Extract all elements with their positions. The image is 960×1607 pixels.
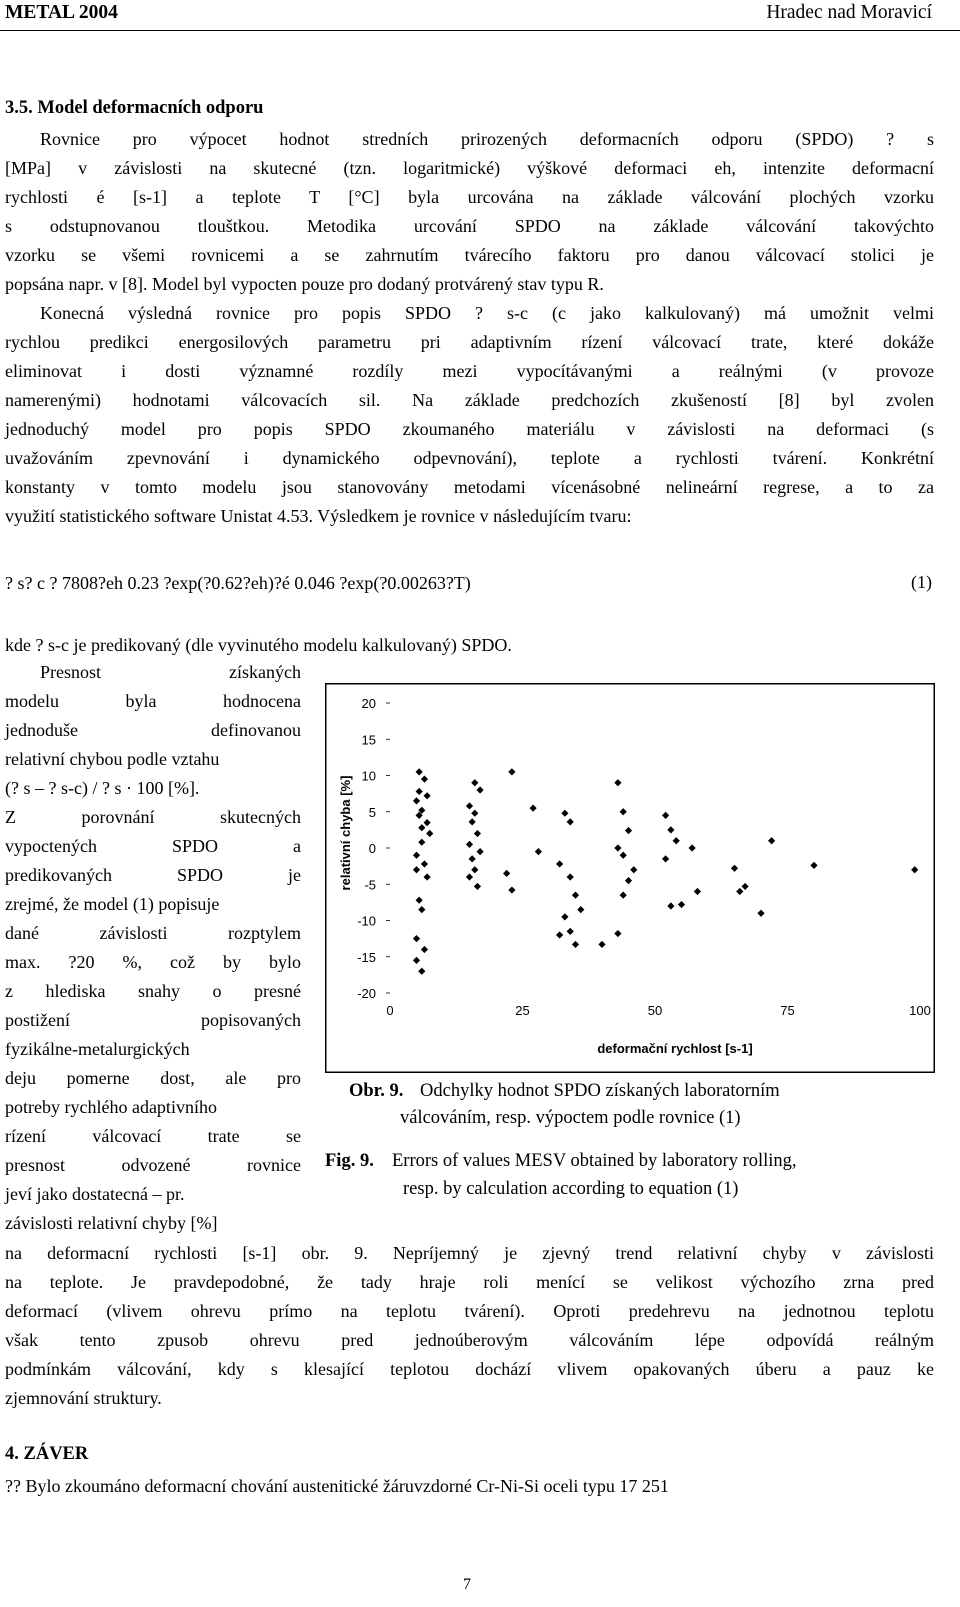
para1-line: popsána napr. v [8]. Model byl vypocten pouze pro dodaný protvárený stav typu R. — [5, 274, 604, 294]
side-line: deju pomerne dost, ale pro — [5, 1068, 301, 1088]
side-line: presnost odvozené rovnice — [5, 1155, 301, 1175]
para1-line: rychlosti é [s-1] a teplote T [°C] byla urcována na základe válcování plochých vzorku — [5, 187, 934, 207]
para3-line: podmínkám válcování, kdy s klesající teplotou dochází vlivem opakovaných úberu a pauz ke — [5, 1359, 934, 1379]
side-line: fyzikálne-metalurgických — [5, 1039, 190, 1059]
x-tick-label: 75 — [780, 1003, 795, 1018]
para3-line: deformací (vlivem ohrevu prímo na teplotu tvárení). Oproti predehrevu na jednotnou teplotu — [5, 1301, 934, 1321]
caption-cz-line2: válcováním, resp. výpoctem podle rovnice (1) — [400, 1108, 741, 1128]
side-line: vypoctených SPDO a — [5, 836, 301, 856]
para2-line: jednoduchý model pro popis SPDO zkoumaného materiálu v závislosti na deformaci (s — [5, 419, 934, 439]
para1-line: [MPa] v závislosti na skutecné (tzn. logaritmické) výškové deformaci eh, intenzite deformacní — [5, 158, 934, 178]
figure-scatter-chart — [325, 683, 935, 1073]
equation: ? s? c ? 7808?eh 0.23 ?exp(?0.62?eh)?é 0.046 ?exp(?0.00263?T) — [5, 573, 471, 593]
para2-line: uvažováním zpevnování i dynamického odpevnování), teplote a rychlosti tvárení. Konkrétní — [5, 448, 934, 468]
para2-line: eliminovat i dosti významné rozdíly mezi vypocítávanými a reálnými (v provoze — [5, 361, 934, 381]
y-tick-label: -10 — [357, 913, 376, 929]
side-line: predikovaných SPDO je — [5, 865, 301, 885]
page-number: 7 — [463, 1576, 471, 1593]
caption-cz-label: Obr. 9. — [349, 1081, 404, 1101]
y-tick-label: 0 — [368, 841, 376, 856]
side-line: postižení popisovaných — [5, 1010, 301, 1030]
side-line: Presnost získaných — [40, 662, 301, 682]
para2-line: konstanty v tomto modelu jsou stanovovány metodami vícenásobné nelineární regrese, a to za — [5, 477, 934, 497]
y-axis-label: relativní chyba [%] — [338, 775, 353, 891]
x-tick-label: 25 — [515, 1003, 530, 1018]
para3-line: na teplote. Je pravdepodobné, že tady hraje roli menící se velikost výchozího zrna pred — [5, 1272, 934, 1292]
side-line: jeví jako dostatecná – pr. — [5, 1184, 185, 1204]
side-line: zrejmé, že model (1) popisuje — [5, 894, 220, 914]
side-line: jednoduše definovanou — [5, 720, 301, 740]
para1-line: s odstupnovanou tlouštkou. Metodika urcování SPDO na základe válcování takovýchto — [5, 216, 934, 236]
x-tick-label: 100 — [909, 1003, 931, 1018]
kde-line: kde ? s-c je predikovaný (dle vyvinutého modelu kalkulovaný) SPDO. — [5, 635, 512, 655]
caption-cz-line1: Odchylky hodnot SPDO získaných laboratorním — [420, 1081, 780, 1101]
side-line: modelu byla hodnocena — [5, 691, 301, 711]
header-left: METAL 2004 — [5, 2, 118, 23]
caption-en-line2: resp. by calculation according to equation (1) — [403, 1179, 739, 1199]
header-rule — [0, 30, 960, 31]
para1-line: Rovnice pro výpocet hodnot stredních prirozených deformacních odporu (SPDO) ? s — [40, 129, 934, 149]
caption-en-line1: Errors of values MESV obtained by laboratory rolling, — [392, 1151, 797, 1171]
section4-heading: 4. ZÁVER — [5, 1444, 89, 1464]
para3-line: však tento zpusob ohrevu pred jednoúberovým válcováním lépe odpovídá reálným — [5, 1330, 934, 1350]
y-tick-label: 20 — [361, 696, 376, 711]
side-line: Z porovnání skutecných — [5, 807, 301, 827]
y-tick-label: -5 — [364, 877, 376, 893]
para2-line: využití statistického software Unistat 4.53. Výsledkem je rovnice v následujícím tvaru: — [5, 506, 632, 526]
side-line: (? s – ? s-c) / ? s · 100 [%]. — [5, 778, 200, 798]
side-line: dané závislosti rozptylem — [5, 923, 301, 943]
para3-line: na deformacní rychlosti [s-1] obr. 9. Nepríjemný je zjevný trend relativní chyby v závislosti — [5, 1243, 934, 1263]
last-line: ?? Bylo zkoumáno deformacní chování austenitické žáruvzdorné Cr-Ni-Si oceli typu 17 251 — [5, 1476, 669, 1496]
side-line: relativní chybou podle vztahu — [5, 749, 220, 769]
header-right: Hradec nad Moravicí — [766, 2, 932, 23]
x-tick-label: 0 — [386, 1003, 394, 1018]
side-line: z hlediska snahy o presné — [5, 981, 301, 1001]
section-heading: 3.5. Model deformacních odporu — [5, 98, 264, 118]
side-line: max. ?20 %, což by bylo — [5, 952, 301, 972]
y-tick-label: -15 — [357, 949, 376, 965]
y-tick-label: 15 — [361, 732, 376, 748]
equation-number: (1) — [911, 572, 932, 592]
y-tick-label: -20 — [357, 986, 376, 1001]
para3-line: zjemnování struktury. — [5, 1388, 162, 1408]
x-tick-label: 50 — [647, 1003, 663, 1018]
y-tick-label: 10 — [361, 768, 376, 784]
side-line: závislosti relativní chyby [%] — [5, 1213, 218, 1233]
side-line: potreby rychlého adaptivního — [5, 1097, 217, 1117]
side-line: rízení válcovací trate se — [5, 1126, 301, 1146]
para1-line: vzorku se všemi rovnicemi a se zahrnutím tvárecího faktoru pro danou válcovací stolici je — [5, 245, 934, 265]
para2-line: rychlou predikci energosilových parametru pri adaptivním rízení válcovací trate, které dokáže — [5, 332, 934, 352]
para2-line: namerenými) hodnotami válcovacích sil. Na základe predchozích zkušeností [8] byl zvolen — [5, 390, 934, 410]
x-axis-label: deformační rychlost [s-1] — [597, 1041, 753, 1056]
caption-en-label: Fig. 9. — [325, 1151, 374, 1171]
para2-line: Konecná výsledná rovnice pro popis SPDO ? s-c (c jako kalkulovaný) má umožnit velmi — [40, 303, 934, 323]
y-tick-label: 5 — [368, 804, 376, 820]
figure-frame — [326, 684, 935, 1073]
